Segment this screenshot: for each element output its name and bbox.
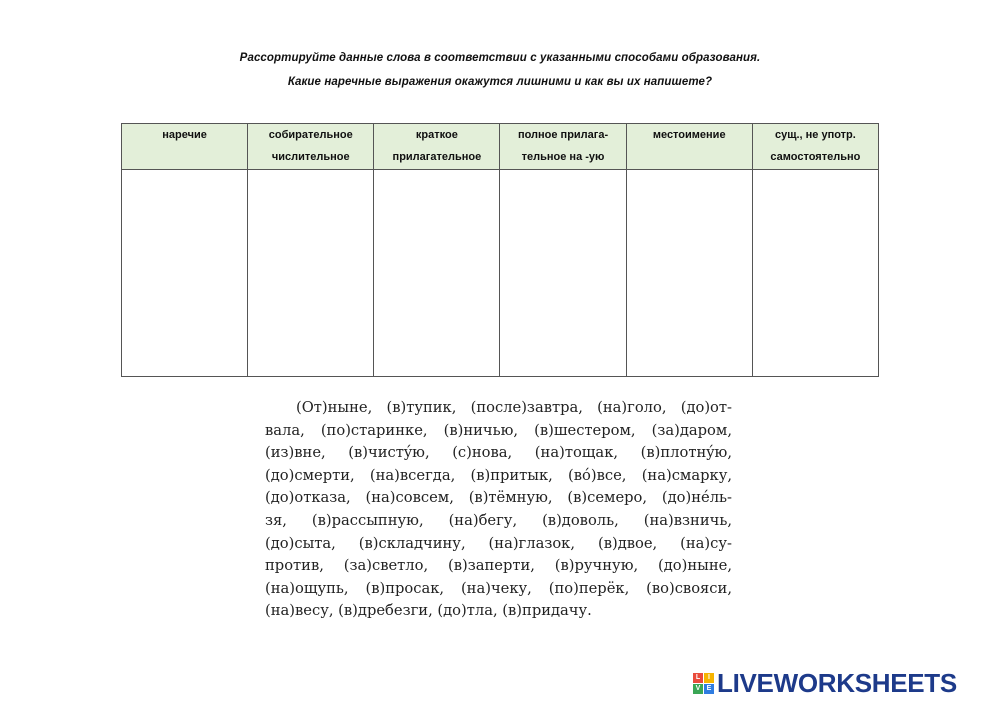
header-text: полное прилага- (517, 129, 609, 141)
column-header-pronoun (626, 124, 752, 170)
header-text: наречие (162, 129, 207, 141)
word-list-line: (на)ощупь, (в)просак, (на)чеку, (по)перёк, (во)свояси, (265, 579, 732, 597)
column-header-noun (752, 124, 878, 170)
logo-mark-letter: E (704, 684, 714, 694)
logo-mark-letter: L (693, 673, 703, 683)
answer-cell-pronoun[interactable] (626, 170, 752, 377)
word-list-line: (до)отказа, (на)совсем, (в)тёмную, (в)семеро, (до)нéль- (265, 489, 732, 507)
word-list-line: зя, (в)рассыпную, (на)бегу, (в)доволь, (на)взничь, (265, 511, 732, 529)
liveworksheets-logo (693, 668, 957, 698)
sorting-table (121, 123, 879, 377)
answer-cell-noun[interactable] (752, 170, 878, 377)
answer-cell-full-adjective[interactable] (500, 170, 626, 377)
answer-cell-adverb[interactable] (122, 170, 248, 377)
header-text: собирательное (268, 129, 353, 141)
header-text: местоимение (652, 129, 726, 141)
instruction-line-2: Какие наречные выражения окажутся лишними и как вы их напишете? (287, 76, 713, 88)
header-text: краткое (415, 129, 458, 141)
logo-mark-icon (693, 673, 714, 694)
header-text: прилагательное (392, 151, 482, 163)
answer-cell-short-adjective[interactable] (374, 170, 500, 377)
word-list-line: (из)вне, (в)чистýю, (с)нова, (на)тощак, (в)плотнýю, (265, 444, 732, 462)
word-list-line: вала, (по)старинке, (в)ничью, (в)шестером, (за)даром, (265, 421, 732, 439)
logo-mark-letter: I (704, 673, 714, 683)
word-list-line: (до)сыта, (в)складчину, (на)глазок, (в)двое, (на)су- (265, 534, 732, 552)
header-text: тельное на -ую (521, 151, 605, 163)
answer-cell-collective-numeral[interactable] (248, 170, 374, 377)
table-header-row (122, 124, 879, 170)
column-header-collective-numeral (248, 124, 374, 170)
answer-row (122, 170, 879, 377)
instruction-line-1: Рассортируйте данные слова в соответствии с указанными способами образования. (239, 52, 761, 64)
word-list-line: (до)смерти, (на)всегда, (в)притык, (вó)все, (на)смарку, (265, 466, 732, 484)
header-text: самостоятельно (770, 151, 861, 163)
column-header-adverb (122, 124, 248, 170)
logo-text: LIVEWORKSHEETS (717, 667, 957, 698)
word-list-line: (на)весу, (в)дребезги, (до)тла, (в)придачу. (265, 602, 592, 620)
header-text: сущ., не употр. (774, 129, 856, 141)
column-header-short-adjective (374, 124, 500, 170)
column-header-full-adjective (500, 124, 626, 170)
logo-mark-letter: V (693, 684, 703, 694)
word-list-line: (От)ныне, (в)тупик, (после)завтра, (на)голо, (до)от- (296, 399, 732, 416)
word-list (265, 397, 732, 623)
word-list-line: против, (за)светло, (в)заперти, (в)ручную, (до)ныне, (265, 557, 732, 575)
header-text: числительное (271, 151, 350, 163)
